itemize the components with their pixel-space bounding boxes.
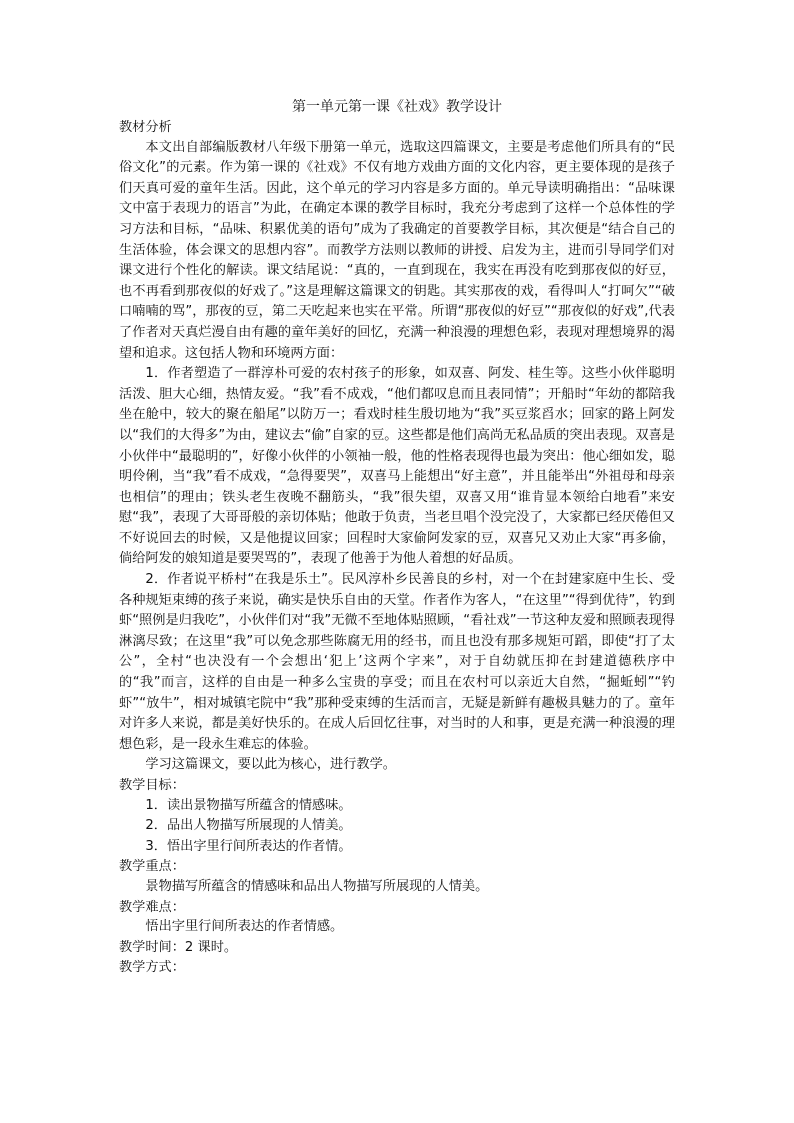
document-title: 第一单元第一课《社戏》教学设计 xyxy=(292,99,502,115)
key-points-text: 景物描写所蕴含的情感味和品出人物描写所展现的人情美。 xyxy=(145,878,489,894)
teaching-time: 教学时间：2 课时。 xyxy=(119,939,238,955)
teaching-method-heading: 教学方式： xyxy=(119,960,185,976)
document-page xyxy=(119,98,675,979)
key-points-heading: 教学重点： xyxy=(119,859,185,875)
goals-heading: 教学目标： xyxy=(119,778,185,793)
analysis-paragraph-intro: 本文出自部编版教材八年级下册第一单元，选取这四篇课文，主要是考虑他们所具有的“民俗文化”的元素。作为第一课的《社戏》不仅有地方戏曲方面的文化内容，更主要体现的是孩子们天真可爱的童年生活。因此，这个单元的学习内容是多方面的。单元导读明确指出：“品味课文中富于表现力的语言”为此，在确定本课的教学目标时，我充分考虑到了这样一个总体性的学习方法和目标，“品味、积累优美的语句”成为了我确定的首要教学目标，其次便是“结合自己的生活体验，体会课文的思想内容”。而教学方法则以教师的讲授、启发为主，进而引导同学们对课文进行个性化的解读。课文结尾说：“真的，一直到现在，我实在再没有吃到那夜似的好豆，也不再看到那夜似的好戏了。”这是理解这篇课文的钥匙。其实那夜的戏，看得叫人“打呵欠”“破口喃喃的骂”，那夜的豆，第二天吃起来也实在平常。所谓“那夜似的好豆”“那夜似的好戏”,代表了作者对天真烂漫自由有趣的童年美好的回忆，充满一种浪漫的理想色彩，表现对理想境界的渴望和追求。这包括人物和环境两方面： xyxy=(119,139,675,361)
goal-item: 3．悟出字里行间所表达的作者情。 xyxy=(145,838,352,854)
difficulties-heading: 教学难点： xyxy=(119,899,185,915)
analysis-heading: 教材分析 xyxy=(119,120,172,135)
analysis-paragraph-conclusion: 学习这篇课文，要以此为核心，进行教学。 xyxy=(145,757,396,773)
goal-item: 1．读出景物描写所蕴含的情感味。 xyxy=(145,797,352,813)
difficulties-text: 悟出字里行间所表达的作者情感。 xyxy=(145,919,344,935)
analysis-paragraph-characters: 1．作者塑造了一群淳朴可爱的农村孩子的形象，如双喜、阿发、桂生等。这些小伙伴聪明活泼、胆大心细，热情友爱。“我”看不成戏，“他们都叹息而且表同情”；开船时“年幼的都陪我坐在舱中，较大的聚在船尾”以防万一；看戏时桂生殷切地为“我”买豆浆舀水；回家的路上阿发以“我们的大得多”为由，建议去“偷”自家的豆。这些都是他们高尚无私品质的突出表现。双喜是小伙伴中“最聪明的”，好像小伙伴的小领袖一般，他的性格表现得也最为突出：他心细如发，聪明伶俐，当“我”看不成戏，“急得要哭”，双喜马上能想出“好主意”，并且能举出“外祖母和母亲也相信”的理由；铁头老生夜晚不翻筋头，“我”很失望，双喜又用“谁肯显本领给白地看”来安慰“我”，表现了大哥哥般的亲切体贴；他敢于负责，当老旦唱个没完没了，大家都已经厌倦但又不好说回去的时候，又是他提议回家；回程时大家偷阿发家的豆，双喜兄又劝止大家“再多偷，倘给阿发的娘知道是要哭骂的”，表现了他善于为他人着想的好品质。 xyxy=(119,366,675,567)
analysis-paragraph-environment: 2．作者说平桥村“在我是乐土”。民风淳朴乡民善良的乡村，对一个在封建家庭中生长、受各种规矩束缚的孩子来说，确实是快乐自由的天堂。作者作为客人，“在这里”“得到优待”，钓到虾“照例是归我吃”，小伙伴们对“我”无微不至地体贴照顾，“看社戏”一节这种友爱和照顾表现得淋漓尽致；在这里“我”可以免念那些陈腐无用的经书，而且也没有那多规矩可蹈，即使“打了太公”，全村“也决没有一个会想出‘犯上’这两个字来”，对于自幼就压抑在封建道德秩序中的“我”而言，这样的自由是一种多么宝贵的享受；而且在农村可以亲近大自然，“掘蚯蚓”“钓虾”“放牛”，相对城镇宅院中“我”那种受束缚的生活而言，无疑是新鲜有趣极具魅力的了。童年对许多人来说，都是美好快乐的。在成人后回忆往事，对当时的人和事，更是充满一种浪漫的理想色彩，是一段永生难忘的体验。 xyxy=(119,572,675,752)
goal-item: 2．品出人物描写所展现的人情美。 xyxy=(145,818,352,834)
